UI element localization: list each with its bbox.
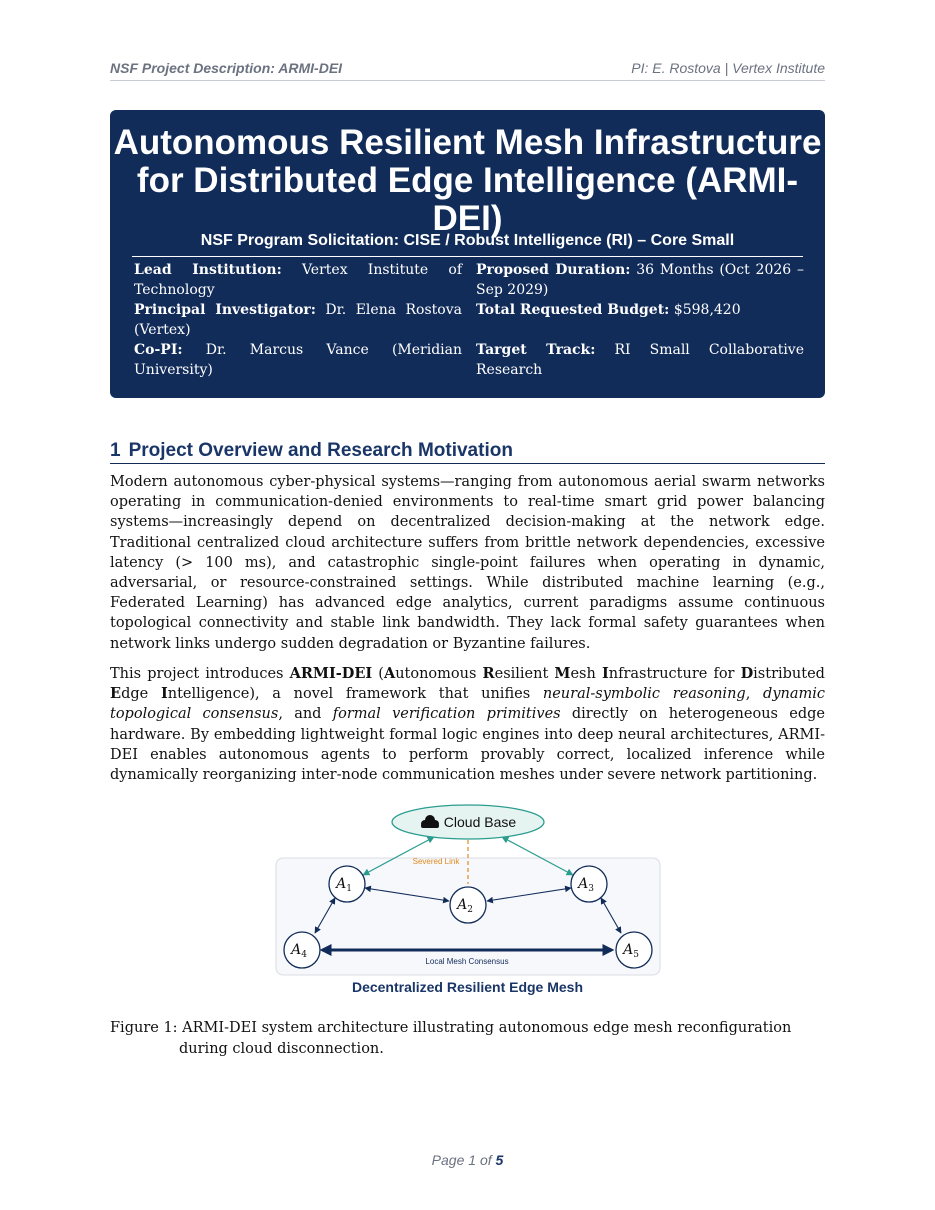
separator: ,: [745, 686, 764, 703]
p2-rest: directly on heterogeneous edge hardware. By embedding lightweight formal logic engines into deep neural architectures, ARMI-DEI enables autonomous agents to perform provably correct, localized inference while dynamically reorganizing inter-node communication meshes under severe network partitioning.: [110, 706, 825, 784]
lead-institution-label: Lead Institution:: [134, 262, 282, 278]
p1-text-a: Modern autonomous cyber-physical systems—ranging from autonomous aerial swarm networks operating in communication-denied environments to real-time smart grid power balancing systems—increasingly depend on decentralized decision-making at the network edge. Traditional centralized cloud architecture suffers from brittle network dependencies, excessive latency (: [110, 474, 825, 571]
emphasis-topological-consensus: dynamic topological consensus: [110, 686, 826, 723]
node-a1-sub: 1: [346, 884, 352, 894]
page-of: of: [479, 1152, 492, 1168]
running-header: [110, 58, 825, 81]
acronym-word: esh: [570, 666, 602, 682]
copi-label: Co-PI:: [134, 342, 183, 358]
meta-column-left: [134, 260, 462, 380]
section-number: 1: [110, 440, 121, 461]
architecture-diagram: [270, 800, 665, 978]
p2-intro: This project introduces: [110, 666, 290, 682]
node-a1: [329, 866, 365, 902]
acronym-word: istributed: [753, 666, 825, 682]
acronym-letter: R: [482, 665, 495, 682]
node-a2: [450, 887, 486, 923]
meta-column-right: [476, 260, 804, 380]
duration-value: 36 Months (Oct 2026 – Sep 2029): [476, 262, 805, 298]
emphasis-formal-verification: formal verification primitives: [332, 706, 561, 723]
node-a3: [571, 866, 607, 902]
page-current: 1: [468, 1152, 477, 1168]
figure-title: Decentralized Resilient Edge Mesh: [351, 979, 584, 995]
paragraph-introduction: This project introduces ARMI-DEI (Autonomous Resilient Mesh Infrastructure for Distributed Edge Intelligence), a novel framework that unifies neural-symbolic reasoning, dynamic topological consensus, and formal verification primitives directly on heterogeneous edge hardware. By embedding lightweight formal logic engines into deep neural architectures, ARMI-DEI enables autonomous agents to perform provably correct, localized inference while dynamically reorganizing inter-node communication meshes under severe network partitioning.: [110, 665, 826, 784]
header-project-label: NSF Project Description: ARMI-DEI: [110, 60, 343, 76]
page-total: 5: [495, 1152, 504, 1168]
acronym-letter: D: [740, 665, 754, 682]
budget-label: Total Requested Budget:: [476, 302, 670, 318]
section-heading: [110, 440, 825, 464]
node-a3-letter: A: [578, 876, 589, 892]
co-pi: [134, 340, 462, 380]
figure-caption: [110, 1018, 825, 1060]
node-a5-letter: A: [623, 942, 634, 958]
node-a5: [616, 932, 652, 968]
paragraph-motivation: [110, 472, 825, 654]
node-a2-letter: A: [457, 897, 468, 913]
cloud-base-label: Cloud Base: [443, 814, 517, 830]
node-a5-sub: 5: [633, 950, 639, 960]
node-a4: [284, 932, 320, 968]
p2-mid: ), a novel framework that unifies: [249, 686, 543, 703]
pi-value: Dr. Elena Rostova (Vertex): [134, 302, 462, 338]
acronym-word: dge: [121, 686, 161, 703]
acronym-word: ntelligence: [167, 686, 250, 703]
title-block: [110, 110, 825, 398]
copi-value: Dr. Marcus Vance (Meridian University): [134, 342, 463, 378]
budget-value: $598,420: [673, 302, 741, 318]
node-a1-letter: A: [336, 876, 347, 892]
total-budget: [476, 300, 804, 320]
mesh-consensus-label: Local Mesh Consensus: [425, 957, 509, 966]
acronym-letter: I: [160, 685, 168, 703]
section-title: Project Overview and Research Motivation: [128, 440, 513, 461]
track-value: RI Small Collaborative Research: [476, 342, 805, 378]
separator: , and: [278, 706, 333, 723]
program-solicitation: NSF Program Solicitation: CISE / Robust Intelligence (RI) – Core Small: [132, 232, 803, 257]
latency-value: > 100 ms: [181, 554, 267, 571]
acronym-letter: M: [554, 665, 571, 682]
p1-text-b: ), and catastrophic single-point failures when operating in dynamic, adversarial, or resource-constrained settings. While distributed machine learning (e.g., Federated Learning) has advanced edge analytics, current paradigms assume continuous topological connectivity and stable link bandwidth. They lack formal safety guarantees when network links undergo sudden degradation or Byzantine failures.: [110, 554, 826, 652]
acronym-letter: I: [601, 665, 609, 682]
node-a2-sub: 2: [467, 905, 473, 915]
pi-label: Principal Investigator:: [134, 302, 316, 318]
lead-institution: [134, 260, 462, 300]
caption-label: Figure 1:: [110, 1020, 178, 1036]
acronym: ARMI-DEI: [289, 665, 373, 682]
target-track: [476, 340, 804, 380]
page-footer: [0, 1152, 935, 1168]
acronym-word: nfrastructure for: [608, 666, 741, 682]
emphasis-neural-symbolic: neural-symbolic reasoning: [542, 686, 746, 703]
acronym-letter: A: [383, 665, 396, 682]
acronym-word: utonomous: [395, 666, 483, 682]
principal-investigator: [134, 300, 462, 340]
track-label: Target Track:: [476, 342, 596, 358]
caption-text: ARMI-DEI system architecture illustrating autonomous edge mesh reconfiguration during cloud disconnection.: [179, 1020, 792, 1057]
node-a3-sub: 3: [588, 884, 594, 894]
node-a4-sub: 4: [301, 950, 307, 960]
severed-link-label: Severed Link: [412, 857, 460, 866]
duration-label: Proposed Duration:: [476, 262, 631, 278]
lead-institution-value: Vertex Institute of Technology: [134, 262, 463, 298]
acronym-word: esilient: [494, 666, 555, 682]
page-prefix: Page: [431, 1152, 465, 1168]
node-a4-letter: A: [291, 942, 302, 958]
acronym-letter: E: [110, 685, 122, 703]
proposed-duration: [476, 260, 804, 300]
header-pi-label: PI: E. Rostova | Vertex Institute: [631, 60, 825, 76]
proposal-title: Autonomous Resilient Mesh Infrastructure for Distributed Edge Intelligence (ARMI-DEI): [113, 123, 822, 238]
